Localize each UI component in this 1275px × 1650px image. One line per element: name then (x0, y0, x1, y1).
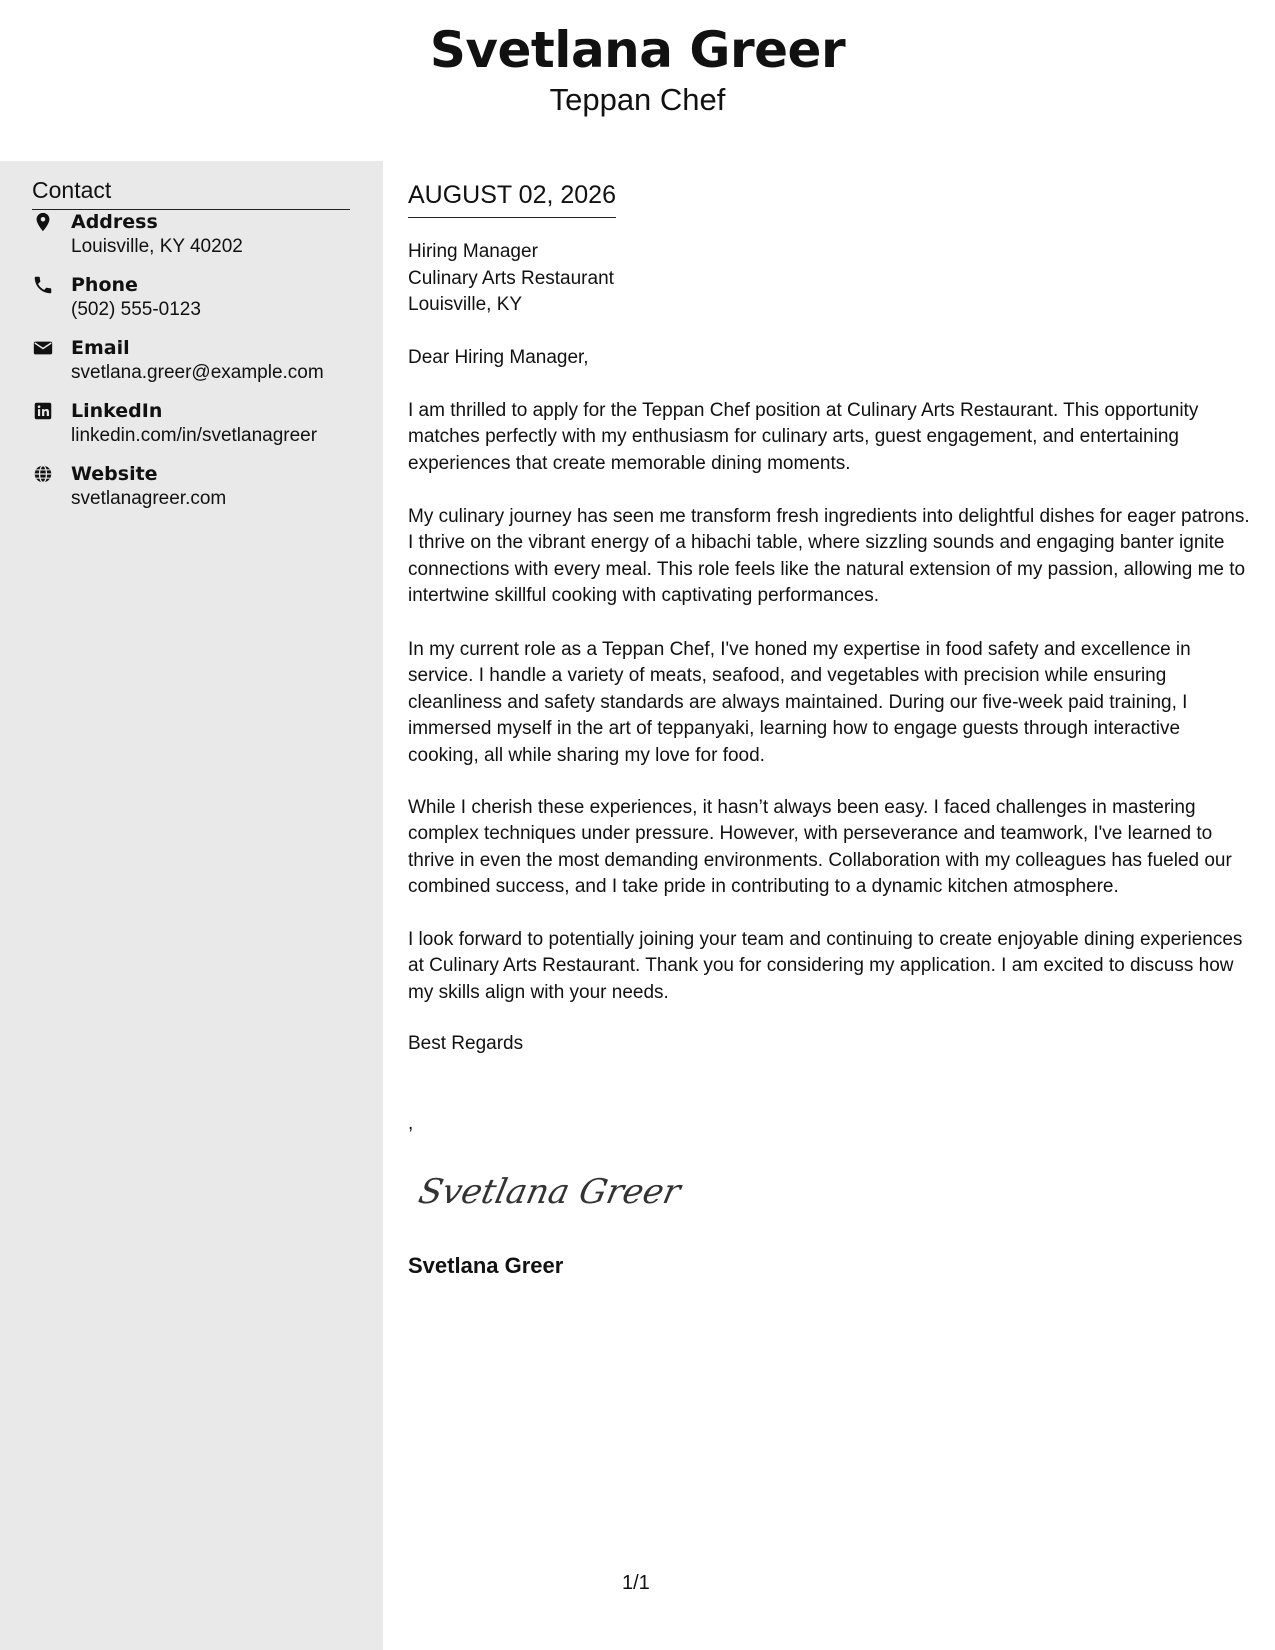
signer-name: Svetlana Greer (408, 1253, 564, 1278)
closing: Best Regards (408, 1033, 524, 1054)
handwritten-signature (415, 1161, 684, 1226)
paragraph: While I cherish these experiences, it hasn’t always been easy. I faced challenges in mastering complex techniques under pressure. However, with perseverance and teamwork, I've learned to thrive in even the most demanding environments. Collaboration with my colleagues has fueled our combined success, and I take pride in contributing to a dynamic kitchen atmosphere. (408, 797, 1232, 898)
contact-label: Email (71, 337, 130, 359)
globe-icon (32, 463, 54, 485)
linkedin-icon (32, 400, 54, 422)
contact-value: svetlana.greer@example.com (71, 362, 324, 383)
contact-value: (502) 555-0123 (71, 299, 201, 320)
recipient-block (408, 239, 614, 319)
contact-label: Website (71, 463, 158, 485)
contact-label: LinkedIn (71, 400, 163, 422)
resume-header (0, 0, 1275, 160)
letter-date: AUGUST 02, 2026 (408, 179, 616, 218)
map-pin-icon (32, 211, 54, 233)
recipient-line: Hiring Manager (408, 241, 538, 262)
recipient-line: Culinary Arts Restaurant (408, 267, 614, 289)
contact-heading: Contact (32, 175, 350, 210)
envelope-icon (32, 337, 54, 359)
contact-label: Address (71, 211, 158, 233)
contact-value: svetlanagreer.com (71, 488, 227, 509)
job-title: Teppan Chef (549, 82, 726, 117)
paragraph: My culinary journey has seen me transform fresh ingredients into delightful dishes for eager patrons. I thrive on the vibrant energy of a hibachi table, where sizzling sounds and engaging banter ignite connections with every meal. This role feels like the natural extension of my passion, allowing me to intertwine skillful cooking with captivating performances. (408, 506, 1250, 607)
closing-comma: , (408, 1113, 414, 1134)
contact-sidebar (0, 161, 383, 1650)
recipient-line: Louisville, KY (408, 294, 523, 315)
paragraph: In my current role as a Teppan Chef, I've honed my expertise in food safety and excellence in service. I handle a variety of meats, seafood, and vegetables with precision while ensuring cleanliness and safety standards are always maintained. During our five-week paid training, I immersed myself in the art of teppanyaki, learning how to engage guests through interactive cooking, all while sharing my love for food. (408, 639, 1191, 766)
contact-value: Louisville, KY 40202 (71, 236, 243, 257)
signature-text: Svetlana Greer (415, 1172, 684, 1212)
contact-value: linkedin.com/in/svetlanagreer (71, 425, 318, 446)
salutation: Dear Hiring Manager, (408, 347, 589, 368)
phone-icon (32, 274, 54, 296)
paragraph: I am thrilled to apply for the Teppan Chef position at Culinary Arts Restaurant. This opportunity matches perfectly with my enthusiasm for culinary arts, guest engagement, and entertaining experiences that create memorable dining moments. (408, 400, 1199, 474)
paragraph: I look forward to potentially joining your team and continuing to create enjoyable dining experiences at Culinary Arts Restaurant. Thank you for considering my application. I am excited to discuss how my skills align with your needs. (408, 929, 1243, 1003)
page-number: 1/1 (622, 1572, 650, 1594)
contact-label: Phone (71, 274, 138, 296)
applicant-name: Svetlana Greer (429, 21, 846, 79)
